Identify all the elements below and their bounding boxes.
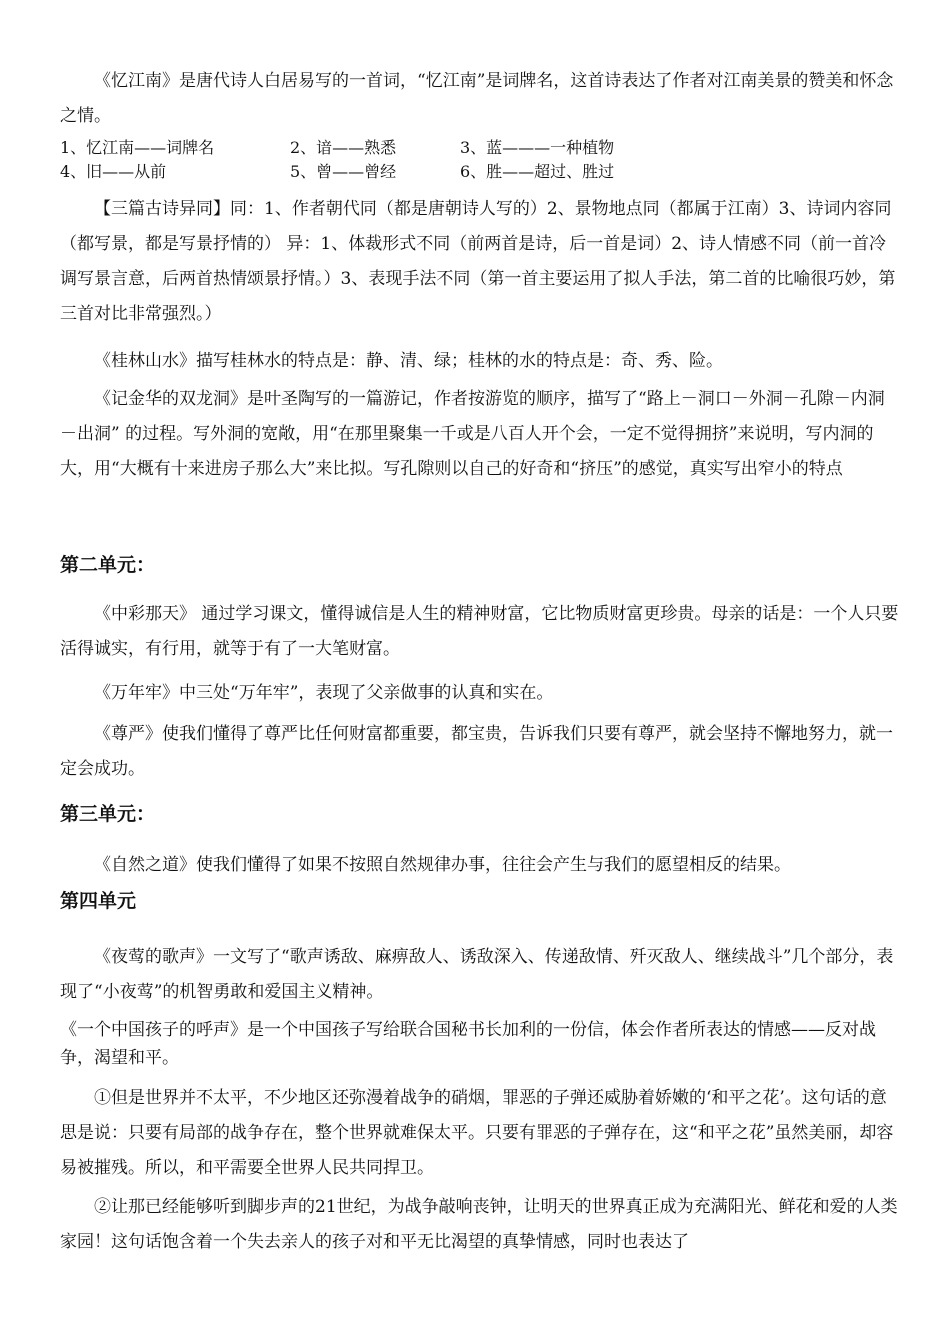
quote2-paragraph: ②让那已经能够听到脚步声的21世纪，为战争敲响丧钟，让明天的世界真正成为充满阳光、鲜花和爱的人类家园！这句话饱含着一个失去亲人的孩子对和平无比渴望的真挚情感，同时也表达了 (60, 1197, 898, 1252)
unit3-heading: 第三单元： (60, 803, 156, 825)
shuanglong-paragraph: 《记金华的双龙洞》是叶圣陶写的一篇游记，作者按游览的顺序，描写了“路上－洞口－外洞－孔隙－内洞－出洞” 的过程。写外洞的宽敞，用“在那里聚集一千或是八百人开个会，一定不觉得拥挤”来说明，写内洞的大，用“大概有十来进房子那么大”来比拟。写孔隙则以自己的好奇和“挤压”的感觉，真实写出窄小的特点 (60, 389, 885, 479)
zunyan-paragraph: 《尊严》使我们懂得了尊严比任何财富都重要，都宝贵，告诉我们只要有尊严，就会坚持不懈地努力，就一定会成功。 (60, 724, 893, 779)
comparison-paragraph: 【三篇古诗异同】同：1、作者朝代同（都是唐朝诗人写的）2、景物地点同（都属于江南）3、诗词内容同（都写景，都是写景抒情的） 异：1、体裁形式不同（前两首是诗，后一首是词）2、诗人情感不同（前一首冷调写景言意，后两首热情颂景抒情。）3、表现手法不同（第一首主要运用了拟人手法，第二首的比喻很巧妙，第三首对比非常强烈。） (60, 199, 896, 324)
vocab-row-2 (60, 160, 900, 184)
yeying-paragraph: 《夜莺的歌声》一文写了“歌声诱敌、麻痹敌人、诱敌深入、传递敌情、歼灭敌人、继续战斗”几个部分，表现了“小夜莺”的机智勇敢和爱国主义精神。 (60, 947, 894, 1002)
vocab-item: 1、忆江南——词牌名 (60, 138, 215, 157)
huhuan-paragraph: 《一个中国孩子的呼声》是一个中国孩子写给联合国秘书长加利的一份信，体会作者所表达的情感——反对战争，渴望和平。 (60, 1020, 876, 1068)
vocab-row-1 (60, 136, 900, 160)
vocab-item: 2、谙——熟悉 (290, 138, 397, 157)
intro-paragraph: 《忆江南》是唐代诗人白居易写的一首词，“忆江南”是词牌名，这首诗表达了作者对江南美景的赞美和怀念之情。 (60, 71, 894, 126)
vocab-item: 3、蓝———一种植物 (460, 138, 615, 157)
quote1-paragraph: ①但是世界并不太平，不少地区还弥漫着战争的硝烟，罪恶的子弹还威胁着娇嫩的‘和平之花’。这句话的意思是说：只要有局部的战争存在，整个世界就难保太平。只要有罪恶的子弹存在，这“和平之花”虽然美丽，却容易被摧残。所以，和平需要全世界人民共同捍卫。 (60, 1088, 894, 1178)
zhongcai-paragraph: 《中彩那天》 通过学习课文，懂得诚信是人生的精神财富，它比物质财富更珍贵。母亲的话是：一个人只要活得诚实，有行用，就等于有了一大笔财富。 (60, 604, 899, 659)
vocab-item: 4、旧——从前 (60, 162, 167, 181)
guilin-paragraph: 《桂林山水》描写桂林水的特点是：静、清、绿；桂林的水的特点是：奇、秀、险。 (94, 351, 723, 371)
vocab-item: 5、曾——曾经 (290, 162, 397, 181)
vocab-item: 6、胜——超过、胜过 (460, 162, 615, 181)
unit4-heading: 第四单元 (60, 890, 137, 912)
unit2-heading: 第二单元： (60, 554, 156, 576)
ziran-paragraph: 《自然之道》使我们懂得了如果不按照自然规律办事，往往会产生与我们的愿望相反的结果。 (94, 855, 791, 875)
wannianlao-paragraph: 《万年牢》中三处“万年牢”，表现了父亲做事的认真和实在。 (94, 683, 554, 703)
